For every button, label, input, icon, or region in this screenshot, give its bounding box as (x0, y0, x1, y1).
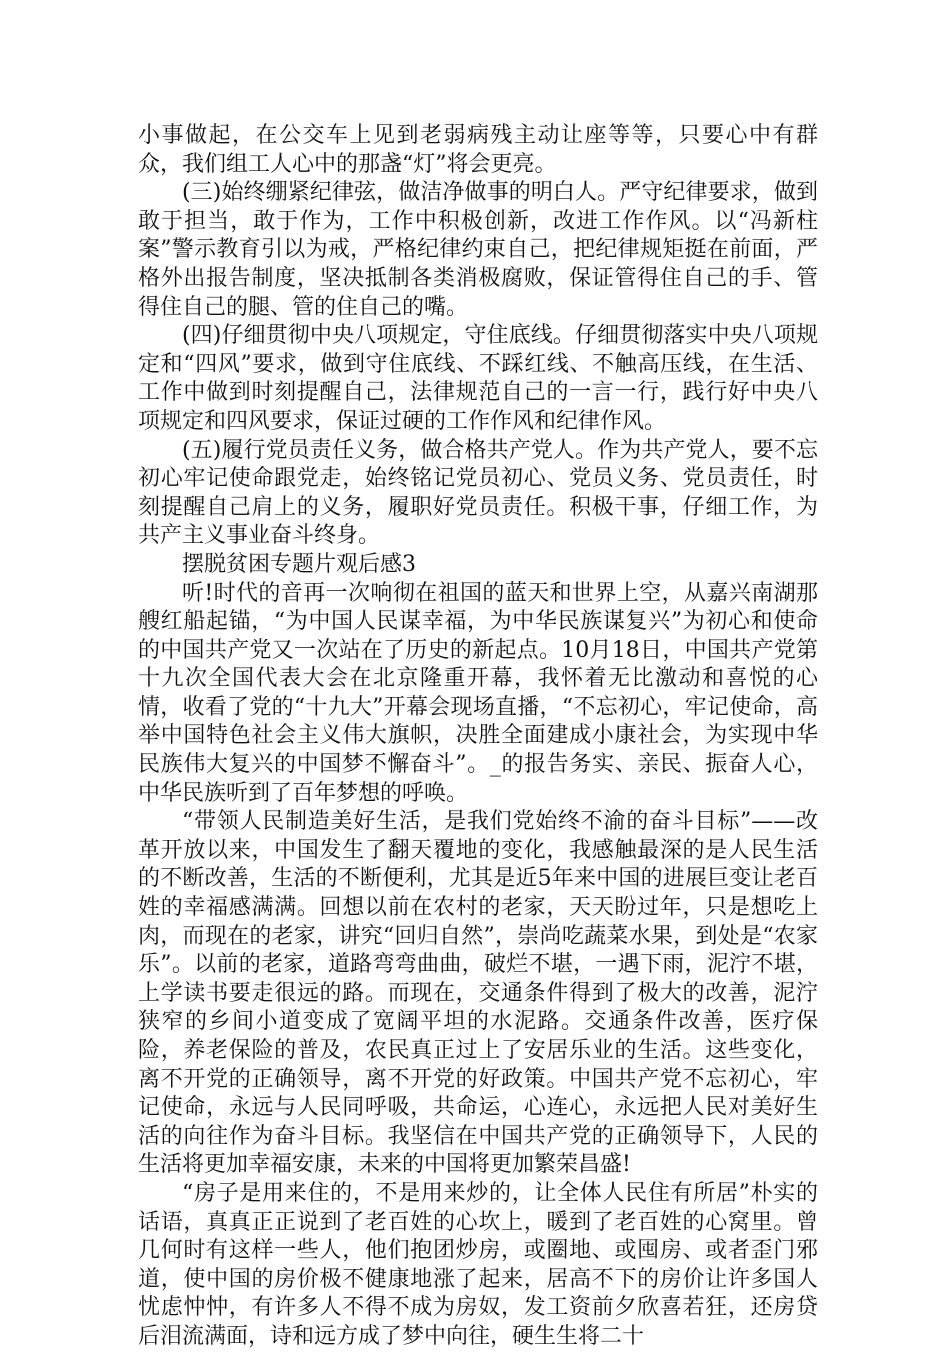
paragraph-2: (三)始终绷紧纪律弦，做洁净做事的明白人。严守纪律要求，做到敢于担当，敢于作为，工作中积极创新，改进工作作风。以“冯新柱案”警示教育引以为戒，严格纪律约束自己，把纪律规矩挺在前面，严格外出报告制度，坚决抵制各类消极腐败，保证管得住自己的手、管得住自己的腿、管的住自己的嘴。 (138, 180, 818, 320)
section-heading: 摆脱贫困专题片观后感3 (182, 551, 416, 577)
paragraph-5: 听!时代的音再一次响彻在祖国的蓝天和世界上空，从嘉兴南湖那艘红船起锚，“为中国人民谋幸福，为中华民族谋复兴”为初心和使命的中国共产党又一次站在了历史的新起点。10月18日，中国共产党第十九次全国代表大会在北京隆重开幕，我怀着无比激动和喜悦的心情，收看了党的“十九大”开幕会现场直播，“不忘初心，牢记使命，高举中国特色社会主义伟大旗帜，决胜全面建成小康社会，为实现中华民族伟大复兴的中国梦不懈奋斗”。_的报告务实、亲民、振奋人心，中华民族听到了百年梦想的呼唤。 (138, 580, 818, 806)
paragraph-7: “房子是用来住的，不是用来炒的，让全体人民住有所居”朴实的话语，真真正正说到了老百姓的心坎上，暖到了老百姓的心窝里。曾几何时有这样一些人，他们抱团炒房，或圈地、或囤房、或者歪门邪道，使中国的房价极不健康地涨了起来，居高不下的房价让许多国人忧虑忡忡，有许多人不得不成为房奴，发工资前夕欣喜若狂，还房贷后泪流满面，诗和远方成了梦中向往，硬生生将二十 (138, 1180, 818, 1349)
paragraph-6: “带领人民制造美好生活，是我们党始终不渝的奋斗目标”——改革开放以来，中国发生了翻天覆地的变化，我感触最深的是人民生活的不断改善，生活的不断便利，尤其是近5年来中国的进展巨变让老百姓的幸福感满满。回想以前在农村的老家，天天盼过年，只是想吃上肉，而现在的老家，讲究“回归自然”，崇尚吃蔬菜水果，到处是“农家乐”。以前的老家，道路弯弯曲曲，破烂不堪，一遇下雨，泥泞不堪，上学读书要走很远的路。而现在，交通条件得到了极大的改善，泥泞狭窄的乡间小道变成了宽阔平坦的水泥路。交通条件改善，医疗保险，养老保险的普及，农民真正过上了安居乐业的生活。这些变化，离不开党的正确领导，离不开党的好政策。中国共产党不忘初心，牢记使命，永远与人民同呼吸，共命运，心连心，永远把人民对美好生活的向往作为奋斗目标。我坚信在中国共产党的正确领导下，人民的生活将更加幸福安康，未来的中国将更加繁荣昌盛! (138, 809, 818, 1178)
document-body (138, 122, 818, 1352)
paragraph-4: (五)履行党员责任义务，做合格共产党人。作为共产党人，要不忘初心牢记使命跟党走，始终铭记党员初心、党员义务、党员责任，时刻提醒自己肩上的义务，履职好党员责任。积极干事，仔细工作，为共产主义事业奋斗终身。 (138, 437, 818, 549)
paragraph-1: 小事做起，在公交车上见到老弱病残主动让座等等，只要心中有群众，我们组工人心中的那盏“灯”将会更亮。 (138, 123, 818, 177)
paragraph-3: (四)仔细贯彻中央八项规定，守住底线。仔细贯彻落实中央八项规定和“四风”要求，做到守住底线、不踩红线、不触高压线，在生活、工作中做到时刻提醒自己，法律规范自己的一言一行，践行好中央八项规定和四风要求，保证过硬的工作作风和纪律作风。 (138, 323, 818, 434)
